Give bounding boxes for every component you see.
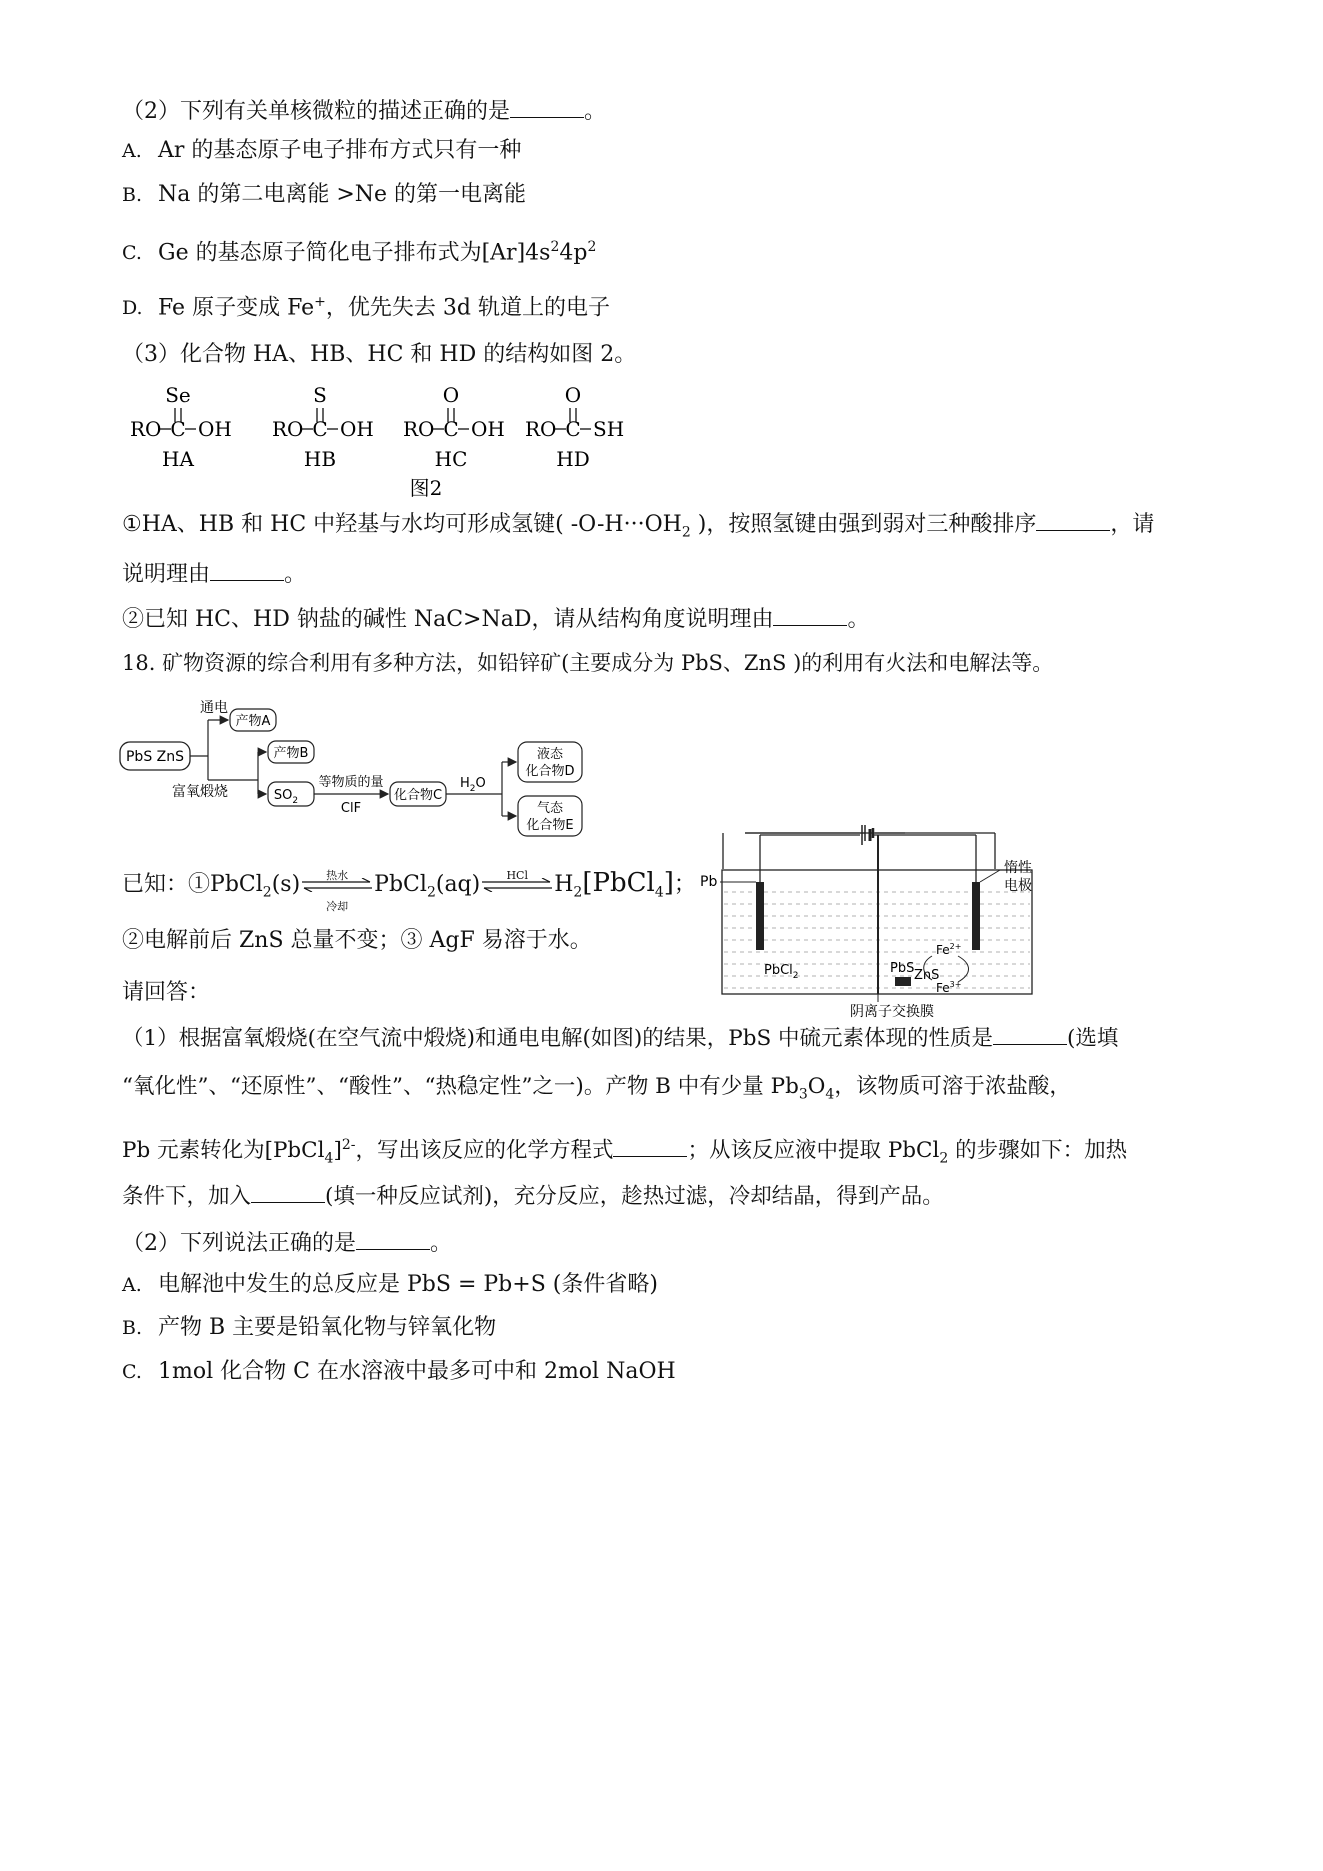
question-text: 条件下，加入 [122, 1184, 252, 1209]
option-tag: B. [122, 184, 143, 206]
roasting-label: 富氧煅烧 [172, 784, 228, 800]
question-text: ，该物质可溶于浓盐酸， [834, 1074, 1071, 1099]
option-tag: A. [122, 140, 142, 162]
left-group: RO [130, 417, 162, 441]
stem-end: 。 [430, 1231, 453, 1256]
prompt-text: 请回答： [122, 980, 211, 1005]
question-text: (填一种反应试剂)，充分反应，趁热过滤，冷却结晶，得到产品。 [325, 1184, 944, 1209]
inert-label-line2: 电极 [1004, 878, 1032, 894]
question-text: ②已知 HC、HD 钠盐的碱性 NaC>NaD，请从结构角度说明理由 [122, 607, 774, 632]
compound-ha [130, 383, 232, 471]
electrolysis-apparatus [700, 820, 1060, 1020]
option-text: 1mol 化合物 C 在水溶液中最多可中和 2mol NaOH [158, 1359, 676, 1384]
top-atom: O [564, 383, 582, 407]
question-18-2-stem [122, 1227, 452, 1259]
q18-option-b [122, 1313, 496, 1343]
question-17-3-2 [122, 603, 869, 635]
option-text: ，优先失去 3d 轨道上的电子 [325, 295, 610, 321]
question-18-1-line2 [122, 1072, 1071, 1109]
question-text: )，按照氢键由强到弱对三种酸排序 [690, 512, 1037, 537]
known-1 [122, 868, 696, 913]
answer-blank[interactable] [993, 1022, 1067, 1045]
compound-name: HA [162, 447, 194, 471]
pb-label: Pb [700, 874, 718, 890]
subscript: 2 [681, 524, 691, 541]
question-text: 。 [284, 562, 307, 587]
compound-hd [525, 383, 624, 471]
option-c [122, 232, 596, 268]
subscript: 4 [324, 1150, 334, 1167]
known-text: ； [673, 872, 696, 897]
subscript: 4 [654, 884, 664, 901]
question-text: (选填 [1067, 1026, 1119, 1051]
right-group: OH [198, 417, 232, 441]
question-17-3-1-cont [122, 558, 306, 590]
product-a-label: 产物A [235, 714, 271, 729]
option-tag: D. [122, 297, 143, 320]
state: (s) [271, 872, 301, 897]
zns-label: ZnS [914, 968, 940, 983]
question-text: 。 [847, 607, 870, 632]
pbs-label: PbS [890, 961, 915, 976]
question-17-3-stem [122, 340, 636, 370]
question-18-1-line1 [122, 1022, 1118, 1054]
right-group: OH [471, 417, 505, 441]
question-text: ] [333, 1138, 342, 1164]
so2-label: $SO_2$ [273, 788, 299, 806]
right-group: SH [593, 417, 625, 441]
cycle-arrow [958, 956, 969, 982]
carbon: C [312, 417, 328, 441]
reversible-arrow-1 [300, 869, 374, 913]
answer-blank[interactable] [1036, 508, 1110, 531]
arrow-top-label: HCl [506, 869, 528, 882]
inert-electrode [972, 882, 980, 950]
formula: [PbCl [582, 868, 655, 898]
left-group: RO [403, 417, 435, 441]
reversible-arrow-2 [480, 870, 554, 900]
arrow-top-label: 热水 [326, 869, 349, 882]
top-atom: Se [165, 383, 191, 407]
stem-text: （3）化合物 HA、HB、HC 和 HD 的结构如图 2。 [122, 342, 637, 367]
option-a [122, 136, 521, 166]
question-17-3-1 [122, 508, 1154, 547]
pbcl2-label: PbCl$_2$ [764, 963, 799, 981]
known-2 [122, 926, 592, 956]
product-b-label: 产物B [273, 746, 309, 761]
question-text: ，请 [1110, 512, 1155, 537]
compound-hc [403, 383, 505, 471]
arrow-bottom-label: 冷却 [326, 900, 349, 913]
pb-electrode [756, 882, 764, 950]
carbon: C [170, 417, 186, 441]
question-18-1-line3 [122, 1130, 1127, 1173]
compound-e-line2: 化合物E [526, 818, 574, 833]
start-label: PbS ZnS [125, 749, 185, 765]
compound-d-line2: 化合物D [525, 764, 575, 779]
question-text: （1）根据富氧煅烧(在空气流中煅烧)和通电电解(如图)的结果，PbS 中硫元素体现的性质是 [122, 1026, 994, 1051]
option-text: 电解池中发生的总反应是 PbS = Pb+S (条件省略) [158, 1272, 658, 1297]
answer-blank[interactable] [251, 1180, 325, 1203]
question-17-2-stem [122, 95, 606, 127]
option-b [122, 180, 526, 210]
answer-prompt [122, 978, 210, 1008]
water-label: $H_2O$ [460, 776, 486, 794]
superscript: + [314, 294, 326, 310]
option-text: Fe 原子变成 Fe [158, 295, 315, 321]
state: (aq) [435, 872, 481, 897]
question-text: 的步骤如下：加热 [948, 1138, 1128, 1164]
option-d [122, 287, 610, 323]
question-text: Pb 元素转化为[PbCl [122, 1138, 325, 1164]
stem-end: 。 [584, 99, 607, 124]
subscript: 2 [426, 884, 436, 901]
subscript: 2 [939, 1150, 949, 1167]
question-text: ，写出该反应的化学方程式 [355, 1138, 614, 1164]
equilibrium-arrow-icon [482, 878, 552, 892]
top-atom: O [442, 383, 460, 407]
option-text: 产物 B 主要是铅氧化物与锌氧化物 [158, 1315, 497, 1340]
known-text: ②电解前后 ZnS 总量不变；③ AgF 易溶于水。 [122, 928, 592, 953]
subscript: 2 [262, 884, 272, 901]
option-tag: C. [122, 242, 142, 265]
compound-name: HC [434, 447, 468, 471]
question-text: ；从该反应液中提取 PbCl [687, 1138, 940, 1164]
known-text: 已知：① [122, 872, 211, 897]
option-text: Ge 的基态原子简化电子排布式为[Ar]4s [158, 240, 551, 266]
option-tag: C. [122, 1361, 142, 1383]
superscript: 2 [550, 239, 560, 255]
compound-name: HB [303, 447, 337, 471]
compound-hb [272, 383, 374, 471]
question-text: ①HA、HB 和 HC 中羟基与水均可形成氢键( -O-H···OH [122, 512, 682, 537]
stem-text: 18. 矿物资源的综合利用有多种方法，如铅锌矿(主要成分为 PbS、ZnS )的利用有火法和电解法等。 [122, 651, 1054, 675]
inert-label-line1: 惰性 [1004, 860, 1032, 876]
formula: PbCl [210, 872, 263, 897]
stem-text: （2）下列说法正确的是 [122, 1231, 356, 1256]
pbs-solid [895, 977, 911, 986]
q18-option-c [122, 1357, 676, 1387]
figure-2-structures [120, 380, 740, 500]
carbon: C [565, 417, 581, 441]
subscript: 3 [798, 1086, 808, 1103]
membrane-label: 阴离子交换膜 [850, 1004, 934, 1020]
compound-e-line1: 气态 [536, 801, 564, 816]
figure-caption: 图2 [409, 476, 443, 500]
flow-diagram [118, 690, 718, 850]
question-18-1-line4 [122, 1180, 944, 1212]
formula: ] [663, 868, 674, 898]
equilibrium-arrow-icon [302, 878, 372, 892]
left-group: RO [525, 417, 557, 441]
compound-c-label: 化合物C [393, 788, 443, 803]
option-tag: B. [122, 1317, 143, 1339]
compound-name: HD [556, 447, 590, 471]
subscript: 4 [825, 1086, 835, 1103]
fe2-label: $Fe^{2+}$ [936, 942, 962, 957]
answer-blank[interactable] [510, 95, 584, 118]
option-text: Na 的第二电离能 >Ne 的第一电离能 [158, 182, 527, 207]
option-tag: A. [122, 1274, 142, 1296]
right-group: OH [340, 417, 374, 441]
option-text: Ar 的基态原子电子排布方式只有一种 [158, 138, 522, 163]
answer-blank[interactable] [613, 1134, 687, 1157]
answer-blank[interactable] [356, 1227, 430, 1250]
answer-blank[interactable] [773, 603, 847, 626]
reagent-top-label: 等物质的量 [318, 775, 384, 790]
question-text: O [807, 1074, 826, 1099]
formula: H [554, 872, 574, 897]
formula: PbCl [374, 872, 427, 897]
superscript: 2- [341, 1137, 356, 1153]
answer-blank[interactable] [210, 558, 284, 581]
top-atom: S [313, 383, 327, 407]
option-text: 4p [559, 240, 588, 266]
stem-text: （2）下列有关单核微粒的描述正确的是 [122, 99, 510, 124]
electrolysis-label: 通电 [200, 700, 228, 716]
compound-d-line1: 液态 [536, 747, 564, 762]
q18-option-a [122, 1270, 658, 1300]
question-18-stem [122, 648, 1053, 678]
carbon: C [443, 417, 459, 441]
question-text: “氧化性”、“还原性”、“酸性”、“热稳定性”之一)。产物 B 中有少量 Pb [122, 1074, 799, 1099]
left-group: RO [272, 417, 304, 441]
superscript: 2 [587, 239, 597, 255]
subscript: 2 [573, 884, 583, 901]
fe3-label: $Fe^{3+}$ [936, 980, 962, 995]
reagent-bottom-label: ClF [340, 801, 362, 816]
question-text: 说明理由 [122, 562, 211, 587]
